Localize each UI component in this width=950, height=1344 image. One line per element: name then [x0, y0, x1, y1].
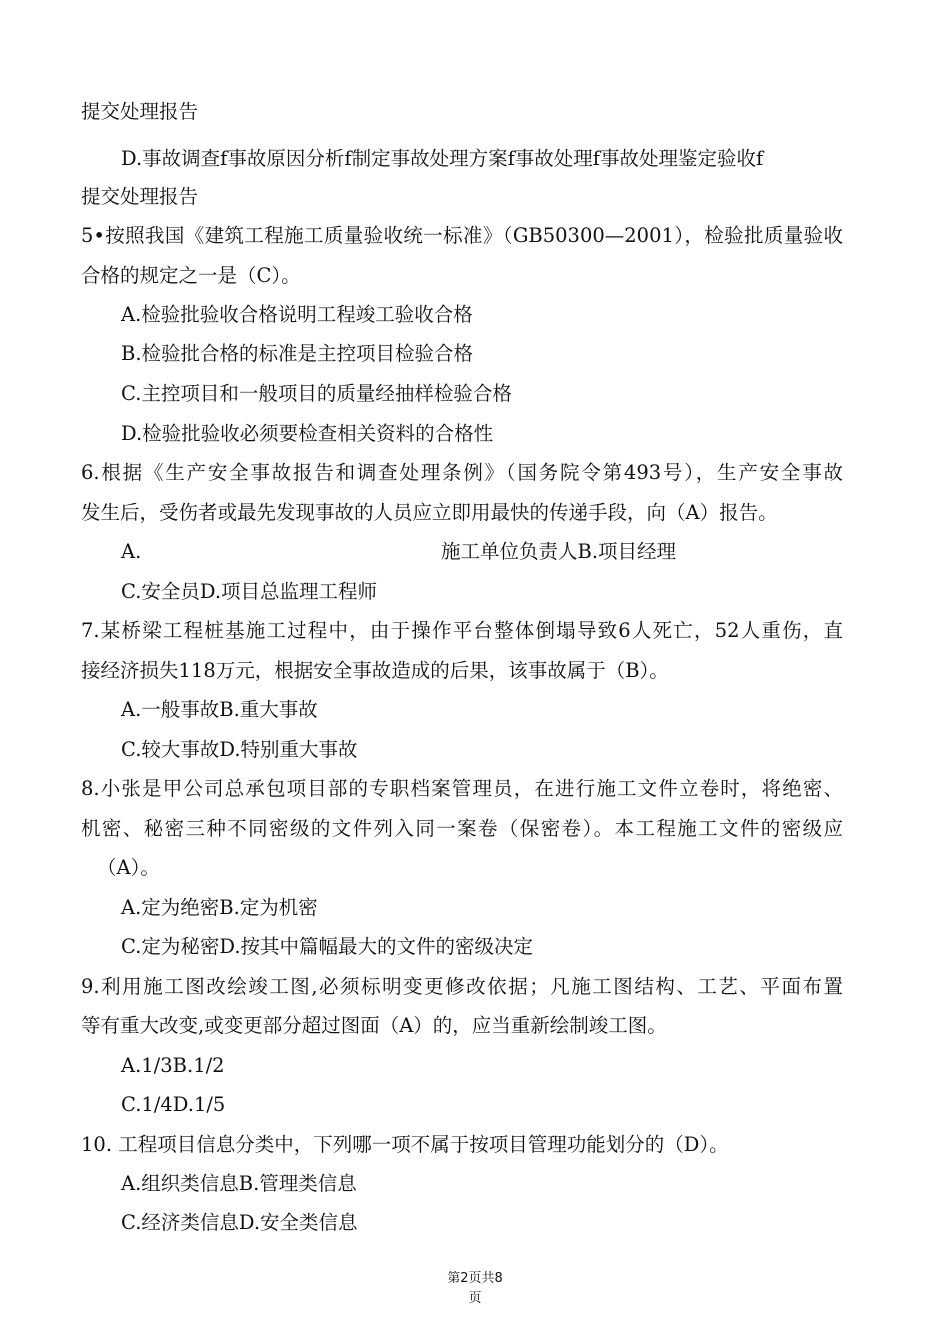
option-a: A.一般事故B.重大事故: [121, 698, 318, 721]
option-d: D.检验批验收必须要检查相关资料的合格性: [121, 422, 494, 445]
text-line: 合格的规定之一是（C）。: [81, 264, 301, 287]
text-line: D.事故调查f事故原因分析f制定事故处理方案f事故处理f事故处理鉴定验收f: [121, 147, 764, 170]
text-line: （A）。: [97, 856, 160, 879]
option-c: C.较大事故D.特别重大事故: [121, 738, 358, 761]
option-a: A.定为绝密B.定为机密: [121, 896, 318, 919]
text-line: 提交处理报告: [81, 185, 199, 208]
text-line: 发生后，受伤者或最先发现事故的人员应立即用最快的传递手段，向（A）报告。: [81, 501, 778, 524]
text-line: 提交处理报告: [81, 100, 199, 123]
option-c: C.安全员D.项目总监理工程师: [121, 580, 378, 603]
question-8: 8.小张是甲公司总承包项目部的专职档案管理员，在进行施工文件立卷时，将绝密、: [81, 777, 843, 800]
question-9: 9.利用施工图改绘竣工图,必须标明变更修改依据；凡施工图结构、工艺、平面布置: [81, 975, 843, 998]
question-5: 5•按照我国《建筑工程施工质量验收统一标准》（GB50300—2001），检验批质量验收: [81, 224, 843, 247]
option-a: A.: [121, 540, 142, 563]
page-number-suffix: 页: [468, 1291, 482, 1306]
page-number: 第2页共8: [447, 1271, 503, 1286]
option-text: 施工单位负责人B.项目经理: [441, 540, 677, 563]
option-a: A.检验批验收合格说明工程竣工验收合格: [121, 303, 473, 326]
text-line: 等有重大改变,或变更部分超过图面（A）的，应当重新绘制竣工图。: [81, 1014, 667, 1037]
option-c: C.经济类信息D.安全类信息: [121, 1211, 358, 1234]
option-a: A.组织类信息B.管理类信息: [121, 1172, 357, 1195]
option-b: B.检验批合格的标准是主控项目检验合格: [121, 342, 474, 365]
option-c: C.1/4D.1/5: [121, 1093, 226, 1116]
option-a: A.1/3B.1/2: [121, 1054, 225, 1077]
question-10: 10. 工程项目信息分类中，下列哪一项不属于按项目管理功能划分的（D）。: [81, 1133, 729, 1156]
option-c: C.主控项目和一般项目的质量经抽样检验合格: [121, 382, 512, 405]
question-7: 7.某桥梁工程桩基施工过程中，由于操作平台整体倒塌导致6人死亡，52人重伤，直: [81, 619, 843, 642]
option-c: C.定为秘密D.按其中篇幅最大的文件的密级决定: [121, 935, 534, 958]
text-line: 接经济损失118万元，根据安全事故造成的后果，该事故属于（B）。: [81, 659, 669, 682]
text-line: 机密、秘密三种不同密级的文件列入同一案卷（保密卷）。本工程施工文件的密级应: [81, 817, 843, 840]
question-6: 6.根据《生产安全事故报告和调查处理条例》（国务院令第493号），生产安全事故: [81, 461, 843, 484]
